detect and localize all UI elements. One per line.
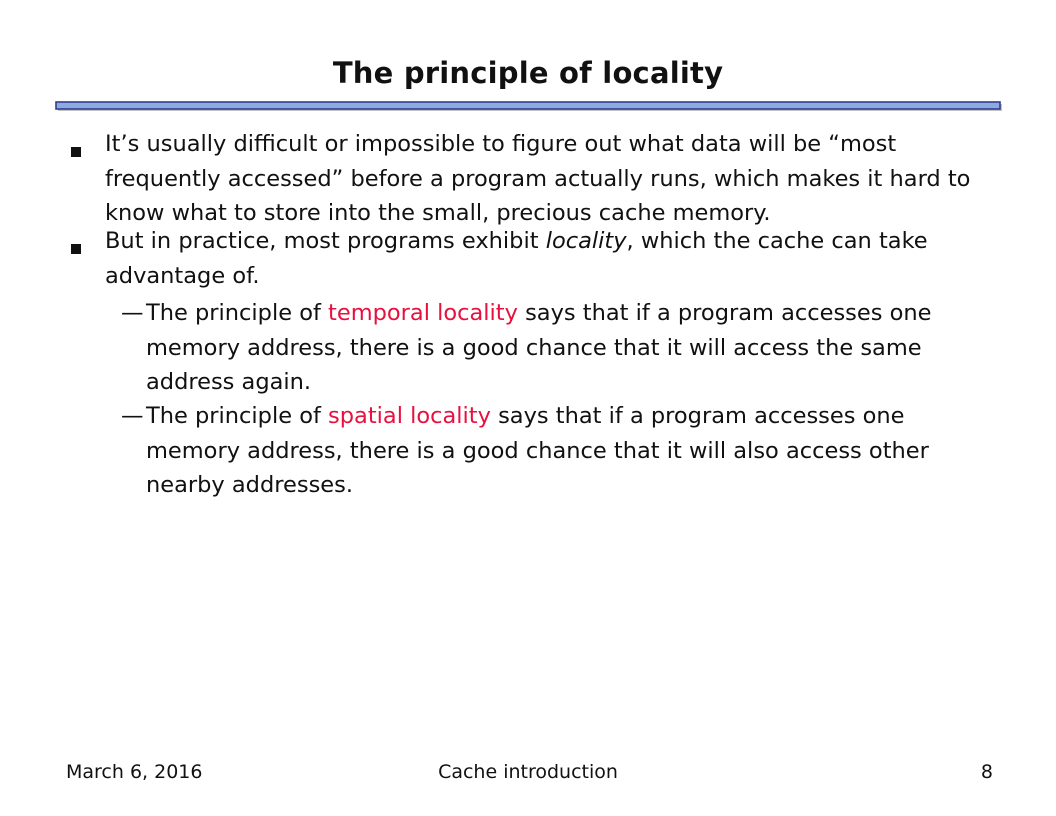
footer-date: March 6, 2016 [66,761,203,783]
bullet-text-1: It’s usually difficult or impossible to figure out what data will be “most frequently accessed” before a program actually runs, which makes it hard to know what to store into the small, precious cache memory. [105,131,971,226]
sub-bullet-2-before: The principle of [146,403,329,429]
spatial-locality-highlight: spatial locality [328,403,491,429]
slide-title: The principle of locality [332,56,724,90]
bullet-text-2-before: But in practice, most programs exhibit [105,228,546,254]
locality-emphasis: locality [545,228,627,254]
footer-topic: Cache introduction [438,761,618,783]
title-rule [55,100,1005,113]
bullet-text-2 [105,224,985,293]
sub-bullet-text-1 [146,296,996,400]
temporal-locality-highlight: temporal locality [328,300,518,326]
sub-bullet-dash-1: — [121,300,144,326]
sub-bullet-dash-2: — [121,403,144,429]
sub-bullet-1-before: The principle of [146,300,329,326]
bullet-text-2-after: , which the cache can take advantage of. [105,228,928,289]
sub-bullet-2-after: says that if a program accesses one memory address, there is a good chance that it will also access other nearby addresses. [146,403,929,498]
bullet-square-2 [71,244,81,254]
footer-page-number: 8 [980,761,993,783]
sub-bullet-text-2 [146,399,996,503]
sub-bullet-1-after: says that if a program accesses one memory address, there is a good chance that it will access the same address again. [146,300,932,395]
bullet-square-1 [71,147,81,157]
